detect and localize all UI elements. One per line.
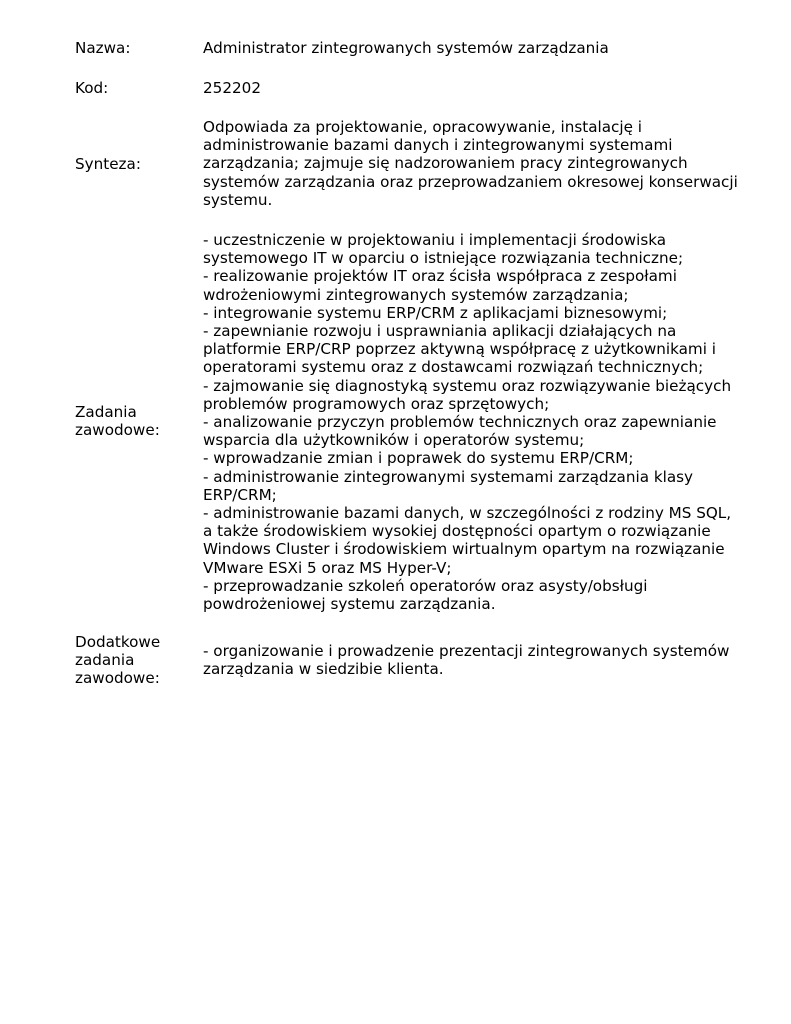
zadania-label-line: zawodowe: — [75, 421, 160, 440]
zadania-line: a także środowiskiem wysokiej dostępności opartym o rozwiązanie — [203, 522, 711, 541]
zadania-line: - uczestniczenie w projektowaniu i implementacji środowiska — [203, 231, 667, 249]
zadania-line: ERP/CRM; — [203, 485, 277, 504]
synteza-line: systemu. — [203, 190, 273, 209]
dodatkowe-line: - organizowanie i prowadzenie prezentacji zintegrowanych systemów — [203, 642, 730, 660]
zadania-line: operatorami systemu oraz z dostawcami rozwiązań technicznych; — [203, 358, 704, 377]
zadania-line: platformie ERP/CRP poprzez aktywną współpracę z użytkownikami i — [203, 340, 716, 359]
synteza-line: zarządzania; zajmuje się nadzorowaniem pracy zintegrowanych — [203, 154, 688, 173]
zadania-line: - zajmowanie się diagnostyką systemu oraz rozwiązywanie bieżących — [203, 376, 732, 395]
zadania-line: powdrożeniowej systemu zarządzania. — [203, 595, 496, 614]
zadania-line: - administrowanie zintegrowanymi systemami zarządzania klasy — [203, 467, 694, 486]
synteza-line: systemów zarządzania oraz przeprowadzaniem okresowej konserwacji — [203, 172, 738, 191]
zadania-label-line: Zadania — [75, 403, 137, 421]
synteza-line: administrowanie bazami danych i zintegrowanymi systemami — [203, 136, 673, 155]
zadania-line: VMware ESXi 5 oraz MS Hyper-V; — [203, 558, 452, 577]
zadania-line: wsparcia dla użytkowników i operatorów systemu; — [203, 431, 585, 450]
zadania-line: - administrowanie bazami danych, w szczególności z rodziny MS SQL, — [203, 504, 732, 523]
zadania-line: - integrowanie systemu ERP/CRM z aplikacjami biznesowymi; — [203, 303, 668, 322]
zadania-line: - przeprowadzanie szkoleń operatorów oraz asysty/obsługi — [203, 576, 648, 595]
zadania-text — [203, 231, 763, 613]
zadania-label — [75, 403, 195, 439]
zadania-line: wdrożeniowymi zintegrowanych systemów zarządzania; — [203, 285, 629, 304]
dodatkowe-label-line: zawodowe: — [75, 669, 160, 688]
kod-value: 252202 — [203, 79, 261, 97]
synteza-line: Odpowiada za projektowanie, opracowywanie, instalację i — [203, 118, 642, 136]
dodatkowe-label-line: zadania — [75, 651, 135, 670]
dodatkowe-line: zarządzania w siedzibie klienta. — [203, 660, 444, 679]
zadania-line: Windows Cluster i środowiskiem wirtualnym opartym na rozwiązanie — [203, 540, 725, 559]
dodatkowe-text — [203, 642, 763, 678]
zadania-line: problemów programowych oraz sprzętowych; — [203, 394, 550, 413]
dodatkowe-label — [75, 633, 195, 688]
nazwa-label: Nazwa: — [75, 39, 131, 57]
dodatkowe-label-line: Dodatkowe — [75, 633, 161, 651]
zadania-line: - zapewnianie rozwoju i usprawniania aplikacji działających na — [203, 322, 677, 341]
kod-label: Kod: — [75, 79, 109, 97]
synteza-label: Synteza: — [75, 155, 141, 173]
nazwa-value: Administrator zintegrowanych systemów zarządzania — [203, 39, 609, 57]
zadania-line: - wprowadzanie zmian i poprawek do systemu ERP/CRM; — [203, 449, 634, 468]
zadania-line: - realizowanie projektów IT oraz ścisła współpraca z zespołami — [203, 267, 677, 286]
zadania-line: - analizowanie przyczyn problemów technicznych oraz zapewnianie — [203, 413, 717, 432]
synteza-text — [203, 118, 763, 209]
zadania-line: systemowego IT w oparciu o istniejące rozwiązania techniczne; — [203, 249, 684, 268]
